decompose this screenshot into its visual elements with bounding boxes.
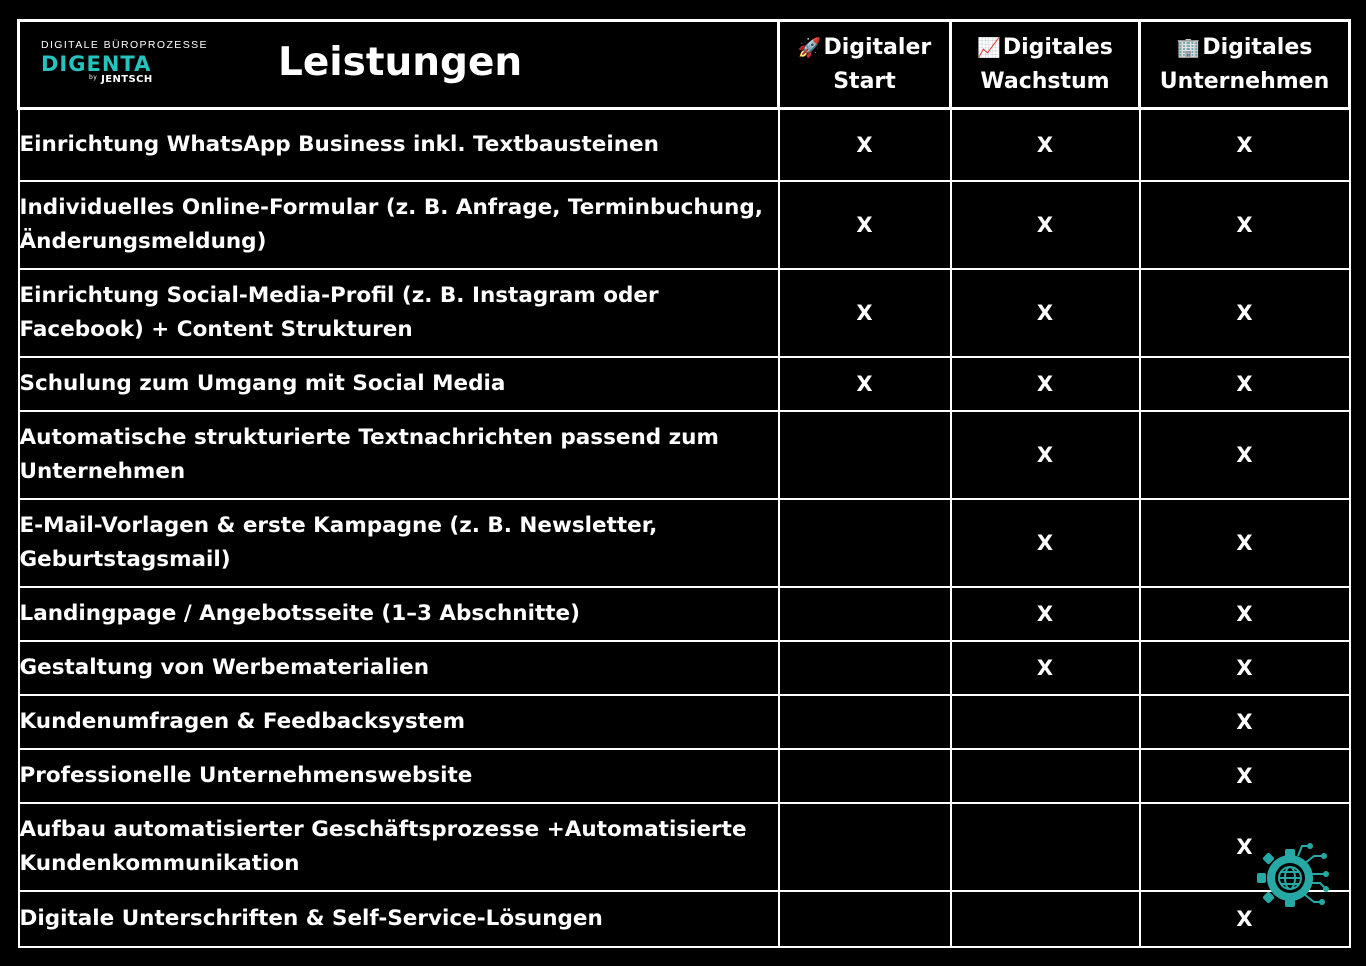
mark-digitales-unternehmen: X [1140,109,1350,181]
mark-digitales-unternehmen: X [1140,803,1350,891]
column-header-digitales-unternehmen [1140,21,1350,109]
table-row [19,357,1350,411]
service-label: Individuelles Online-Formular (z. B. Anfrage, Terminbuchung, Änderungsmeldung) [19,181,779,269]
table-row [19,891,1350,947]
logo-tagline: DIGITALE BÜROPROZESSE [41,39,208,51]
table-row [19,749,1350,803]
table-row [19,499,1350,587]
mark-digitaler-start: X [779,181,951,269]
table-row [19,269,1350,357]
mark-digitales-unternehmen: X [1140,411,1350,499]
table-row [19,181,1350,269]
service-label: Professionelle Unternehmenswebsite [19,749,779,803]
logo-by-name: JENTSCH [101,74,153,85]
page-title: Leistungen [278,40,523,85]
mark-digitales-unternehmen: X [1140,499,1350,587]
services-comparison-table [17,19,1348,945]
mark-digitales-wachstum: X [951,357,1140,411]
service-label: Landingpage / Angebotsseite (1–3 Abschnitte) [19,587,779,641]
mark-digitales-unternehmen: X [1140,695,1350,749]
mark-digitales-wachstum: X [951,181,1140,269]
mark-digitaler-start [779,695,951,749]
mark-digitaler-start: X [779,269,951,357]
gear-globe-circuit-icon [1254,836,1330,916]
service-label: Einrichtung WhatsApp Business inkl. Textbausteinen [19,109,779,181]
mark-digitales-unternehmen: X [1140,181,1350,269]
plans-table [17,19,1351,948]
mark-digitales-wachstum [951,749,1140,803]
table-header-row [19,21,1350,109]
service-label: Digitale Unterschriften & Self-Service-Lösungen [19,891,779,947]
header-title-cell [19,21,779,109]
service-label: Schulung zum Umgang mit Social Media [19,357,779,411]
chart-increasing-icon: 📈 [977,37,1001,59]
mark-digitales-wachstum: X [951,499,1140,587]
service-label: Aufbau automatisierter Geschäftsprozesse +Automatisierte Kundenkommunikation [19,803,779,891]
mark-digitales-wachstum: X [951,109,1140,181]
service-label: Gestaltung von Werbematerialien [19,641,779,695]
mark-digitaler-start: X [779,109,951,181]
mark-digitales-wachstum [951,803,1140,891]
service-label: Automatische strukturierte Textnachrichten passend zum Unternehmen [19,411,779,499]
column-header-line1: Digitales [1202,35,1313,60]
mark-digitales-unternehmen: X [1140,587,1350,641]
mark-digitaler-start [779,411,951,499]
column-header-line2: Unternehmen [1159,69,1330,94]
mark-digitales-unternehmen: X [1140,269,1350,357]
mark-digitales-wachstum: X [951,411,1140,499]
table-row [19,695,1350,749]
column-header-digitales-wachstum [951,21,1140,109]
mark-digitaler-start [779,641,951,695]
mark-digitales-unternehmen: X [1140,357,1350,411]
column-header-line2: Wachstum [980,69,1110,94]
mark-digitales-wachstum: X [951,641,1140,695]
mark-digitales-wachstum [951,695,1140,749]
table-row [19,587,1350,641]
rocket-icon: 🚀 [797,37,822,59]
logo-wordmark: DIGENTA [41,52,152,76]
mark-digitaler-start [779,499,951,587]
table-row [19,803,1350,891]
column-header-line1: Digitales [1002,35,1113,60]
table-row [19,411,1350,499]
service-label: Einrichtung Social-Media-Profil (z. B. Instagram oder Facebook) + Content Strukturen [19,269,779,357]
logo-by-small: by [89,74,98,81]
service-label: E-Mail-Vorlagen & erste Kampagne (z. B. Newsletter, Geburtstagsmail) [19,499,779,587]
office-building-icon: 🏢 [1176,37,1201,59]
mark-digitaler-start [779,749,951,803]
mark-digitaler-start [779,803,951,891]
column-header-line1: Digitaler [823,35,932,60]
mark-digitales-wachstum: X [951,587,1140,641]
table-row [19,641,1350,695]
mark-digitales-wachstum: X [951,269,1140,357]
column-header-line2: Start [833,69,896,94]
mark-digitales-unternehmen: X [1140,749,1350,803]
mark-digitales-unternehmen: X [1140,641,1350,695]
mark-digitaler-start [779,891,951,947]
logo-byline [89,74,153,85]
company-logo [41,39,221,85]
table-row [19,109,1350,181]
mark-digitaler-start: X [779,357,951,411]
column-header-digitaler-start [779,21,951,109]
mark-digitales-wachstum [951,891,1140,947]
mark-digitaler-start [779,587,951,641]
service-label: Kundenumfragen & Feedbacksystem [19,695,779,749]
mark-digitales-unternehmen: X [1140,891,1350,947]
